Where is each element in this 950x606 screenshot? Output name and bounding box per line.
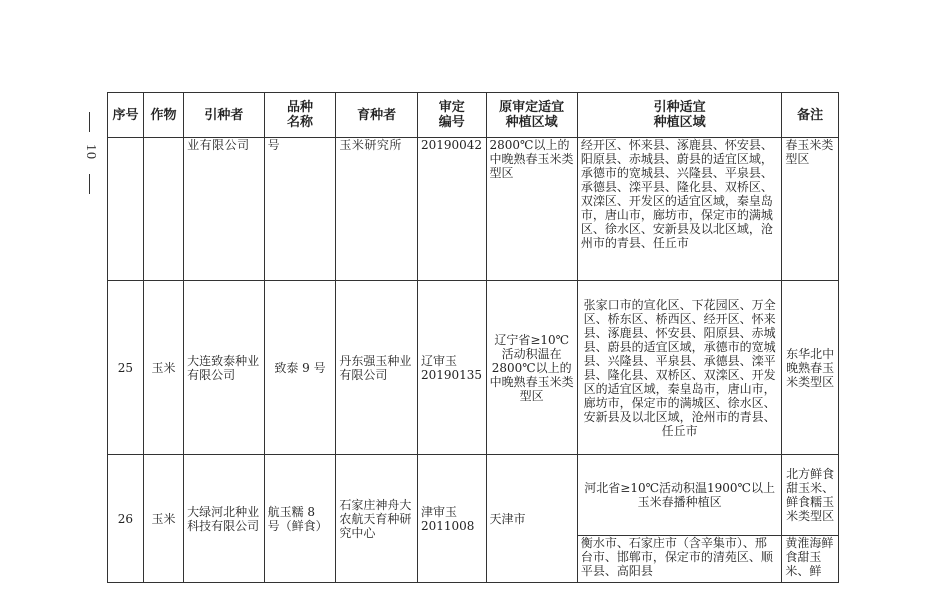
table-header-row xyxy=(108,93,839,138)
cell-variety: 致泰 9 号 xyxy=(264,281,336,455)
cell-note: 春玉米类型区 xyxy=(782,138,839,281)
cell-breeder: 丹东强玉种业有限公司 xyxy=(336,281,418,455)
cell-intro-area: 河北省≥10℃活动积温1900℃以上玉米春播种植区 xyxy=(577,455,782,536)
cell-orig-area: 2800℃以上的中晚熟春玉米类型区 xyxy=(486,138,577,281)
cell-introducer: 大连致泰种业有限公司 xyxy=(184,281,264,455)
cell-orig-area: 天津市 xyxy=(486,455,577,583)
cell-orig-area: 辽宁省≥10℃活动积温在2800℃以上的中晚熟春玉米类型区 xyxy=(486,281,577,455)
page-number-dash-bottom xyxy=(89,174,90,194)
cell-crop: 玉米 xyxy=(143,455,183,583)
header-note: 备注 xyxy=(782,93,839,138)
cell-intro-area: 衡水市、石家庄市（含辛集市）、邢台市、邯郸市，保定市的清苑区、顺平县、高阳县 xyxy=(577,536,782,583)
header-approval: 审定 编号 xyxy=(417,93,486,138)
cell-introducer: 大绿河北种业科技有限公司 xyxy=(184,455,264,583)
cell-variety: 号 xyxy=(264,138,336,281)
cell-note: 北方鲜食甜玉米、鲜食糯玉米类型区 xyxy=(782,455,839,536)
variety-introduction-table xyxy=(107,92,839,583)
cell-num xyxy=(108,138,144,281)
page-number-text: 10 xyxy=(83,144,98,160)
header-intro-area: 引种适宜 种植区域 xyxy=(577,93,782,138)
header-variety: 品种 名称 xyxy=(264,93,336,138)
page-number-dash-top xyxy=(89,112,90,132)
cell-approval: 辽审玉 20190135 xyxy=(417,281,486,455)
cell-variety: 航玉糯 8 号（鲜食） xyxy=(264,455,336,583)
cell-note: 东华北中晚熟春玉米类型区 xyxy=(782,281,839,455)
cell-crop xyxy=(143,138,183,281)
cell-num: 26 xyxy=(108,455,144,583)
cell-introducer: 业有限公司 xyxy=(184,138,264,281)
cell-note: 黄淮海鲜食甜玉米、鲜 xyxy=(782,536,839,583)
table-row xyxy=(108,281,839,455)
cell-intro-area: 经开区、怀来县、涿鹿县、怀安县、阳原县、赤城县、蔚县的适宜区域，承德市的宽城县、兴隆县、平泉县、承德县、滦平县、隆化县、双桥区、双滦区、开发区的适宜区域，秦皇岛市，唐山市，廊坊市，保定市的满城区、徐水区、安新县及以北区域，沧州市的青县、任丘市 xyxy=(577,138,782,281)
header-num: 序号 xyxy=(108,93,144,138)
cell-breeder: 石家庄神舟大农航天育种研究中心 xyxy=(336,455,418,583)
page-number xyxy=(78,112,102,202)
cell-approval: 津审玉 2011008 xyxy=(417,455,486,583)
header-orig-area: 原审定适宜 种植区域 xyxy=(486,93,577,138)
table-row xyxy=(108,138,839,281)
table-row xyxy=(108,455,839,536)
cell-breeder: 玉米研究所 xyxy=(336,138,418,281)
header-crop: 作物 xyxy=(143,93,183,138)
cell-crop: 玉米 xyxy=(143,281,183,455)
header-breeder: 育种者 xyxy=(336,93,418,138)
cell-approval: 20190042 xyxy=(417,138,486,281)
header-introducer: 引种者 xyxy=(184,93,264,138)
cell-num: 25 xyxy=(108,281,144,455)
cell-intro-area: 张家口市的宣化区、下花园区、万全区、桥东区、桥西区、经开区、怀来县、涿鹿县、怀安县、阳原县、赤城县、蔚县的适宜区域，承德市的宽城县、兴隆县、平泉县、承德县、滦平县、隆化县、双桥区、双滦区、开发区的适宜区域，秦皇岛市，唐山市，廊坊市，保定市的满城区、徐水区、安新县及以北区域，沧州市的青县、任丘市 xyxy=(577,281,782,455)
